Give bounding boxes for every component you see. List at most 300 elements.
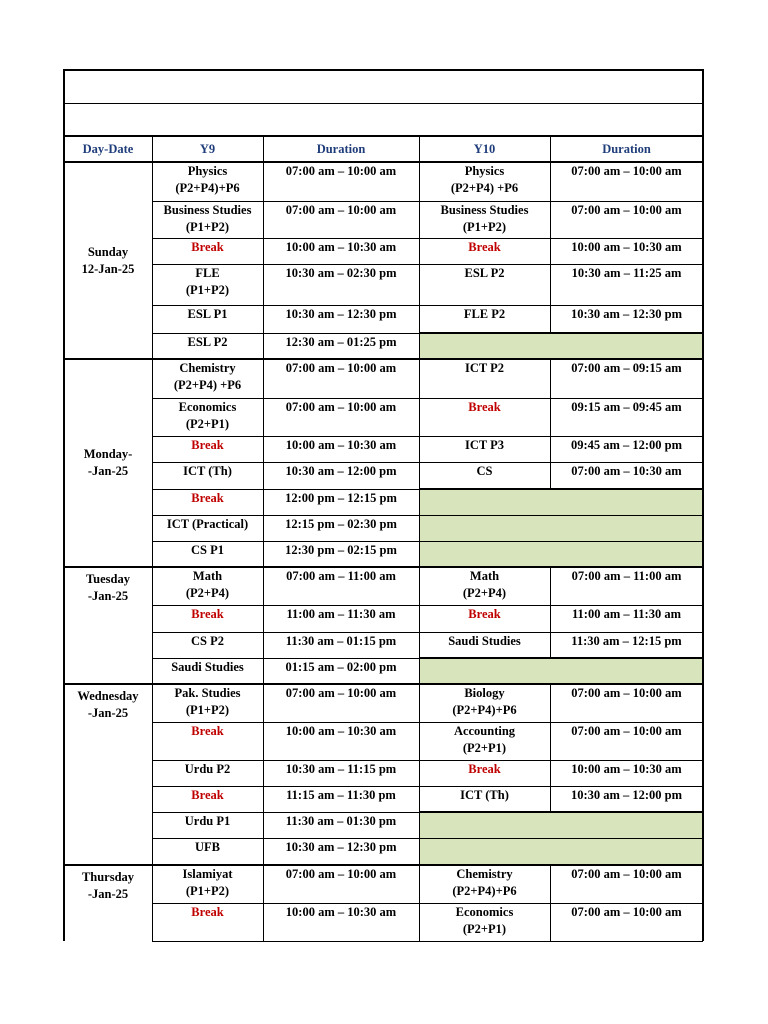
duration-y10-text: 07:00 am – 10:00 am xyxy=(571,867,682,881)
duration-y10 xyxy=(550,398,703,436)
row-divider xyxy=(152,541,703,542)
subject-y10-text: Chemistry xyxy=(456,867,513,881)
duration-y9-text: 07:00 am – 10:00 am xyxy=(285,867,397,881)
subject-y10-text: (P2+P1) xyxy=(462,741,507,755)
subject-y10 xyxy=(419,201,550,238)
duration-y9-text: 10:00 am – 10:30 am xyxy=(285,438,397,452)
duration-y10 xyxy=(550,722,703,760)
table-bottom-border xyxy=(152,941,703,942)
subject-y9-text: Math xyxy=(192,569,223,583)
header-y9-text: Y9 xyxy=(199,141,216,156)
subject-y10 xyxy=(419,162,550,201)
col-divider xyxy=(419,264,420,305)
subject-y10-text: ICT P2 xyxy=(464,361,504,375)
header-col-divider xyxy=(152,136,153,162)
col-divider xyxy=(263,462,264,489)
title-row-2 xyxy=(64,103,703,136)
col-divider xyxy=(263,632,264,658)
col-divider xyxy=(263,436,264,462)
subject-y10 xyxy=(419,632,550,658)
col-divider xyxy=(263,658,264,684)
subject-y9 xyxy=(152,838,263,865)
subject-y10-text: Saudi Studies xyxy=(448,634,521,648)
duration-y9 xyxy=(263,605,419,632)
duration-y10 xyxy=(550,684,703,722)
subject-y10 xyxy=(419,305,550,333)
col-divider xyxy=(263,162,264,201)
subject-y9-text: (P1+P2) xyxy=(185,220,230,234)
break-label-text: Break xyxy=(191,724,224,738)
subject-y10-text: FLE P2 xyxy=(463,307,506,321)
subject-y9-text: (P2+P4) xyxy=(185,586,230,600)
duration-y9 xyxy=(263,305,419,333)
header-day-date xyxy=(64,136,152,162)
subject-y9 xyxy=(152,333,263,359)
duration-y9 xyxy=(263,398,419,436)
day-day: Sunday xyxy=(87,244,129,259)
duration-y10-text: 07:00 am – 10:00 am xyxy=(571,686,682,700)
col-divider xyxy=(419,398,420,436)
table-border-top xyxy=(63,69,704,71)
duration-y9 xyxy=(263,865,419,903)
col-divider xyxy=(550,760,551,786)
day-date: -Jan-25 xyxy=(87,706,129,720)
day-group-border xyxy=(64,683,703,685)
fill-top-border xyxy=(419,657,703,659)
row-divider xyxy=(152,632,703,633)
break-label-text: Break xyxy=(191,438,224,452)
duration-y10 xyxy=(550,201,703,238)
col-divider xyxy=(550,436,551,462)
duration-y10-text: 07:00 am – 10:00 am xyxy=(571,164,682,178)
duration-y10 xyxy=(550,632,703,658)
col-divider xyxy=(550,605,551,632)
break-label-text: Break xyxy=(468,607,501,621)
col-divider xyxy=(419,812,420,838)
subject-y9-text: (P2+P4) +P6 xyxy=(173,378,242,392)
duration-y9 xyxy=(263,436,419,462)
title-divider xyxy=(64,103,703,104)
break-label-text: Break xyxy=(191,905,224,919)
break-label xyxy=(419,760,550,786)
break-label xyxy=(152,489,263,515)
subject-y10-text: Business Studies xyxy=(440,203,529,217)
subject-y9 xyxy=(152,398,263,436)
subject-y10-text: Biology xyxy=(464,686,505,700)
col-divider xyxy=(263,567,264,605)
subject-y9 xyxy=(152,760,263,786)
day-group-border xyxy=(64,566,703,568)
duration-y10 xyxy=(550,605,703,632)
header-col-divider xyxy=(550,136,551,162)
col-divider xyxy=(263,865,264,903)
subject-y10-text: (P2+P1) xyxy=(462,922,507,936)
empty-slot-fill xyxy=(419,489,703,567)
duration-y10-text: 10:00 am – 10:30 am xyxy=(571,240,682,254)
subject-y10 xyxy=(419,264,550,305)
row-divider xyxy=(152,305,703,306)
duration-y9 xyxy=(263,786,419,812)
col-divider xyxy=(263,760,264,786)
col-divider xyxy=(550,632,551,658)
row-divider xyxy=(152,760,703,761)
subject-y9 xyxy=(152,567,263,605)
day-group-border xyxy=(64,358,703,360)
duration-y9-text: 10:30 am – 11:15 pm xyxy=(285,762,397,776)
col-divider xyxy=(550,462,551,489)
subject-y9 xyxy=(152,462,263,489)
subject-y9 xyxy=(152,541,263,567)
day-date-cell xyxy=(64,359,152,567)
duration-y9-text: 11:15 am – 11:30 pm xyxy=(286,788,396,802)
header-duration-text: Duration xyxy=(602,141,651,156)
break-label-text: Break xyxy=(468,240,501,254)
header-duration xyxy=(550,136,703,162)
subject-y9 xyxy=(152,264,263,305)
col-divider xyxy=(550,238,551,264)
duration-y9 xyxy=(263,515,419,541)
col-divider xyxy=(550,398,551,436)
day-date: -Jan-25 xyxy=(87,589,129,603)
subject-y9-text: Physics xyxy=(187,164,228,178)
duration-y9 xyxy=(263,333,419,359)
col-divider xyxy=(550,903,551,941)
duration-y9-text: 10:30 am – 02:30 pm xyxy=(285,266,397,280)
subject-y10-text: (P2+P4)+P6 xyxy=(452,703,517,717)
header-y10 xyxy=(419,136,550,162)
col-divider xyxy=(419,903,420,941)
subject-y9 xyxy=(152,162,263,201)
col-divider xyxy=(419,684,420,722)
subject-y10 xyxy=(419,903,550,941)
duration-y10-text: 07:00 am – 10:00 am xyxy=(571,905,682,919)
duration-y10 xyxy=(550,462,703,489)
col-divider xyxy=(550,264,551,305)
col-divider xyxy=(263,201,264,238)
col-divider xyxy=(419,838,420,865)
col-divider xyxy=(263,722,264,760)
subject-y10 xyxy=(419,786,550,812)
header-bottom-border xyxy=(64,161,703,163)
duration-y9-text: 11:00 am – 11:30 am xyxy=(286,607,396,621)
col-divider xyxy=(263,489,264,515)
duration-y10-text: 10:30 am – 12:00 pm xyxy=(570,788,683,802)
row-divider xyxy=(152,903,703,904)
duration-y10-text: 07:00 am – 10:00 am xyxy=(571,724,682,738)
duration-y9-text: 11:30 am – 01:30 pm xyxy=(285,814,397,828)
duration-y9-text: 12:30 am – 01:25 pm xyxy=(285,335,397,349)
duration-y9-text: 10:30 am – 12:30 pm xyxy=(285,307,397,321)
subject-y9-text: CS P1 xyxy=(191,543,224,557)
subject-y9-text: ICT (Th) xyxy=(183,464,232,478)
break-label-text: Break xyxy=(468,400,501,414)
col-divider xyxy=(550,567,551,605)
subject-y10-text: (P1+P2) xyxy=(462,220,507,234)
break-label xyxy=(152,436,263,462)
col-divider xyxy=(263,515,264,541)
subject-y10 xyxy=(419,722,550,760)
col-divider xyxy=(419,359,420,398)
duration-y10-text: 07:00 am – 10:30 am xyxy=(571,464,682,478)
duration-y9-text: 12:30 pm – 02:15 pm xyxy=(285,543,397,557)
duration-y9 xyxy=(263,238,419,264)
subject-y9-text: (P1+P2) xyxy=(185,283,230,297)
duration-y10-text: 10:30 am – 11:25 am xyxy=(571,266,682,280)
day-day: Monday- xyxy=(83,447,133,461)
duration-y10-text: 09:45 am – 12:00 pm xyxy=(570,438,683,452)
col-divider xyxy=(419,760,420,786)
duration-y10-text: 07:00 am – 10:00 am xyxy=(571,203,682,217)
subject-y10-text: Economics xyxy=(455,905,514,919)
empty-slot-fill xyxy=(419,333,703,359)
subject-y9-text: Economics xyxy=(178,400,237,414)
subject-y9 xyxy=(152,515,263,541)
break-label xyxy=(152,605,263,632)
subject-y10-text: CS xyxy=(476,464,493,478)
duration-y9-text: 07:00 am – 11:00 am xyxy=(286,569,396,583)
break-label-text: Break xyxy=(191,788,224,802)
fill-top-border xyxy=(419,811,703,813)
subject-y10-text: ICT P3 xyxy=(464,438,504,452)
col-divider xyxy=(550,684,551,722)
subject-y9-text: (P1+P2) xyxy=(185,703,230,717)
col-divider xyxy=(419,658,420,684)
subject-y9 xyxy=(152,812,263,838)
header-y9 xyxy=(152,136,263,162)
duration-y9 xyxy=(263,684,419,722)
day-date-cell xyxy=(64,865,152,941)
subject-y10-text: (P2+P4)+P6 xyxy=(452,884,517,898)
subject-y9-text: ESL P1 xyxy=(187,307,228,321)
subject-y9-text: Pak. Studies xyxy=(174,686,241,700)
col-divider xyxy=(263,684,264,722)
row-divider xyxy=(152,398,703,399)
header-y10-text: Y10 xyxy=(473,141,496,156)
duration-y9-text: 07:00 am – 10:00 am xyxy=(285,686,397,700)
break-label xyxy=(152,786,263,812)
col-divider xyxy=(550,359,551,398)
col-divider xyxy=(419,515,420,541)
day-date: 12-Jan-25 xyxy=(81,261,135,276)
subject-y10-text: ICT (Th) xyxy=(460,788,509,802)
col-divider xyxy=(550,786,551,812)
subject-y10 xyxy=(419,462,550,489)
duration-y9-text: 07:00 am – 10:00 am xyxy=(285,361,397,375)
duration-y9-text: 10:30 am – 12:30 pm xyxy=(285,840,397,854)
col-divider xyxy=(419,865,420,903)
col-divider xyxy=(419,605,420,632)
subject-y10-text: ESL P2 xyxy=(464,266,505,280)
col-divider xyxy=(419,786,420,812)
subject-y10 xyxy=(419,567,550,605)
col-divider xyxy=(419,162,420,201)
subject-y9 xyxy=(152,684,263,722)
subject-y9-text: ICT (Practical) xyxy=(166,517,249,531)
duration-y9-text: 07:00 am – 10:00 am xyxy=(285,400,397,414)
subject-y9 xyxy=(152,632,263,658)
col-divider xyxy=(550,305,551,333)
duration-y9 xyxy=(263,162,419,201)
header-duration xyxy=(263,136,419,162)
subject-y10 xyxy=(419,359,550,398)
title-row-1 xyxy=(64,70,703,103)
duration-y10-text: 10:00 am – 10:30 am xyxy=(571,762,682,776)
duration-y9 xyxy=(263,359,419,398)
day-day: Tuesday xyxy=(85,572,130,586)
duration-y9-text: 12:15 pm – 02:30 pm xyxy=(285,517,397,531)
break-label xyxy=(152,903,263,941)
duration-y9 xyxy=(263,632,419,658)
duration-y9 xyxy=(263,541,419,567)
subject-y10 xyxy=(419,436,550,462)
duration-y10 xyxy=(550,865,703,903)
subject-y9-text: (P2+P1) xyxy=(185,417,230,431)
subject-y9-text: Saudi Studies xyxy=(171,660,244,674)
duration-y9 xyxy=(263,489,419,515)
header-col-divider xyxy=(419,136,420,162)
col-divider xyxy=(550,865,551,903)
duration-y10 xyxy=(550,359,703,398)
subject-y9-text: Urdu P2 xyxy=(184,762,231,776)
row-divider xyxy=(152,238,703,239)
subject-y10-text: Math xyxy=(469,569,500,583)
col-divider xyxy=(263,305,264,333)
duration-y10 xyxy=(550,903,703,941)
subject-y9-text: CS P2 xyxy=(191,634,224,648)
duration-y9-text: 10:00 am – 10:30 am xyxy=(285,905,397,919)
col-divider xyxy=(419,567,420,605)
subject-y9 xyxy=(152,658,263,684)
break-label xyxy=(152,238,263,264)
duration-y9 xyxy=(263,462,419,489)
row-divider xyxy=(152,201,703,202)
subject-y9-text: Business Studies xyxy=(163,203,252,217)
subject-y9 xyxy=(152,201,263,238)
header-col-divider xyxy=(263,136,264,162)
subject-y10 xyxy=(419,865,550,903)
day-date-cell xyxy=(64,162,152,359)
row-divider xyxy=(152,786,703,787)
duration-y9-text: 01:15 am – 02:00 pm xyxy=(285,660,397,674)
subject-y9-text: Chemistry xyxy=(179,361,236,375)
break-label-text: Break xyxy=(191,240,224,254)
col-divider xyxy=(263,398,264,436)
subject-y10-text: Accounting xyxy=(453,724,516,738)
table-border-left xyxy=(63,70,65,941)
duration-y10 xyxy=(550,760,703,786)
fill-top-border xyxy=(419,332,703,334)
day-date: -Jan-25 xyxy=(87,464,129,478)
subject-y9-text: (P2+P4)+P6 xyxy=(175,181,240,195)
duration-y9-text: 12:00 pm – 12:15 pm xyxy=(285,491,397,505)
row-divider xyxy=(152,722,703,723)
duration-y10 xyxy=(550,786,703,812)
subject-y9-text: (P1+P2) xyxy=(185,884,230,898)
duration-y9 xyxy=(263,264,419,305)
col-divider xyxy=(263,838,264,865)
row-divider xyxy=(152,515,703,516)
col-divider xyxy=(263,605,264,632)
duration-y10 xyxy=(550,436,703,462)
row-divider xyxy=(152,838,703,839)
day-group-border xyxy=(64,864,703,866)
header-top-border xyxy=(64,135,703,137)
subject-y10-text: (P2+P4) xyxy=(462,586,507,600)
col-divider xyxy=(550,162,551,201)
subject-y9-text: FLE xyxy=(195,266,220,280)
col-divider xyxy=(550,722,551,760)
duration-y9-text: 10:00 am – 10:30 am xyxy=(285,724,397,738)
col-divider xyxy=(263,333,264,359)
duration-y10-text: 11:00 am – 11:30 am xyxy=(571,607,682,621)
duration-y10 xyxy=(550,238,703,264)
break-label xyxy=(419,605,550,632)
empty-slot-fill xyxy=(419,658,703,684)
subject-y9 xyxy=(152,305,263,333)
col-divider xyxy=(263,786,264,812)
col-divider xyxy=(419,722,420,760)
subject-y9-text: UFB xyxy=(195,840,220,854)
day-date-cell xyxy=(64,684,152,865)
col-divider xyxy=(263,238,264,264)
duration-y9 xyxy=(263,567,419,605)
day-col-divider xyxy=(152,162,153,941)
col-divider xyxy=(263,359,264,398)
duration-y9-text: 10:00 am – 10:30 am xyxy=(285,240,397,254)
day-day: Thursday xyxy=(81,870,135,884)
break-label-text: Break xyxy=(191,607,224,621)
subject-y10-text: Physics xyxy=(464,164,505,178)
duration-y10 xyxy=(550,264,703,305)
duration-y9 xyxy=(263,903,419,941)
fill-top-border xyxy=(419,488,703,490)
col-divider xyxy=(419,462,420,489)
break-label xyxy=(419,398,550,436)
break-label xyxy=(419,238,550,264)
subject-y10 xyxy=(419,684,550,722)
col-divider xyxy=(263,812,264,838)
duration-y9-text: 07:00 am – 10:00 am xyxy=(285,203,397,217)
break-label xyxy=(152,722,263,760)
duration-y10-text: 09:15 am – 09:45 am xyxy=(571,400,682,414)
duration-y9 xyxy=(263,760,419,786)
subject-y9-text: Islamiyat xyxy=(182,867,233,881)
duration-y9-text: 11:30 am – 01:15 pm xyxy=(285,634,397,648)
duration-y10 xyxy=(550,305,703,333)
duration-y9 xyxy=(263,838,419,865)
duration-y9-text: 10:30 am – 12:00 pm xyxy=(285,464,397,478)
duration-y10 xyxy=(550,162,703,201)
col-divider xyxy=(419,305,420,333)
subject-y9-text: Urdu P1 xyxy=(184,814,231,828)
duration-y10 xyxy=(550,567,703,605)
col-divider xyxy=(419,238,420,264)
duration-y9 xyxy=(263,658,419,684)
duration-y9 xyxy=(263,812,419,838)
col-divider xyxy=(419,632,420,658)
col-divider xyxy=(419,201,420,238)
row-divider xyxy=(152,605,703,606)
col-divider xyxy=(263,541,264,567)
row-divider xyxy=(152,436,703,437)
day-date-cell xyxy=(64,567,152,684)
col-divider xyxy=(263,903,264,941)
subject-y9 xyxy=(152,865,263,903)
duration-y9-text: 07:00 am – 10:00 am xyxy=(285,164,397,178)
col-divider xyxy=(419,333,420,359)
duration-y10-text: 10:30 am – 12:30 pm xyxy=(570,307,683,321)
day-date: -Jan-25 xyxy=(87,887,129,901)
